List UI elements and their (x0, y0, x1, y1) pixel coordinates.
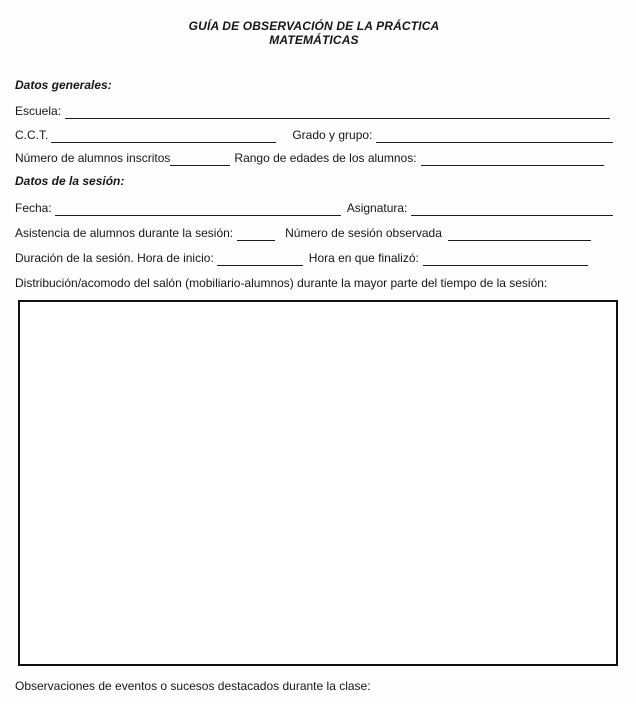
asistencia-label: Asistencia de alumnos durante la sesión: (15, 226, 234, 240)
duracion-row (15, 251, 613, 266)
hora-inicio-label: Duración de la sesión. Hora de inicio: (15, 251, 214, 265)
distribucion-drawing-box (18, 300, 618, 666)
form-title (15, 20, 613, 47)
form-title-line1: GUÍA DE OBSERVACIÓN DE LA PRÁCTICA (188, 19, 440, 33)
alumnos-inscritos-fill-line (170, 152, 230, 166)
cct-row (15, 128, 613, 143)
rango-edades-fill-line (421, 152, 604, 166)
form-title-line2: MATEMÁTICAS (269, 32, 359, 47)
escuela-label: Escuela: (15, 104, 62, 118)
distribucion-label: Distribución/acomodo del salón (mobiliario-alumnos) durante la mayor parte del tiempo de la sesión: (15, 276, 548, 290)
hora-finalizo-label: Hora en que finalizó: (308, 251, 419, 265)
fecha-fill-line (55, 202, 341, 216)
cct-fill-line (51, 129, 276, 143)
alumnos-inscritos-label: Número de alumnos inscritos (15, 151, 171, 165)
grado-grupo-fill-line (376, 129, 613, 143)
observaciones-label: Observaciones de eventos o sucesos destacados durante la clase: (15, 679, 371, 693)
cct-label: C.C.T. (15, 128, 49, 142)
section-heading-datos-generales: Datos generales: (15, 78, 112, 92)
hora-inicio-fill-line (217, 252, 303, 266)
asignatura-label: Asignatura: (346, 201, 408, 215)
numero-sesion-label: Número de sesión observada (285, 226, 442, 240)
fecha-label: Fecha: (15, 201, 52, 215)
distribucion-row (15, 276, 613, 291)
grado-grupo-label: Grado y grupo: (292, 128, 373, 142)
asignatura-fill-line (411, 202, 613, 216)
fecha-row (15, 201, 613, 216)
alumnos-inscritos-row (15, 151, 613, 166)
escuela-fill-line (65, 105, 610, 119)
hora-finalizo-fill-line (423, 252, 588, 266)
escuela-row (15, 104, 613, 119)
rango-edades-label: Rango de edades de los alumnos: (234, 151, 417, 165)
section-heading-datos-sesion: Datos de la sesión: (15, 174, 125, 188)
asistencia-fill-line (237, 227, 275, 241)
asistencia-row (15, 226, 613, 241)
numero-sesion-fill-line (448, 227, 591, 241)
